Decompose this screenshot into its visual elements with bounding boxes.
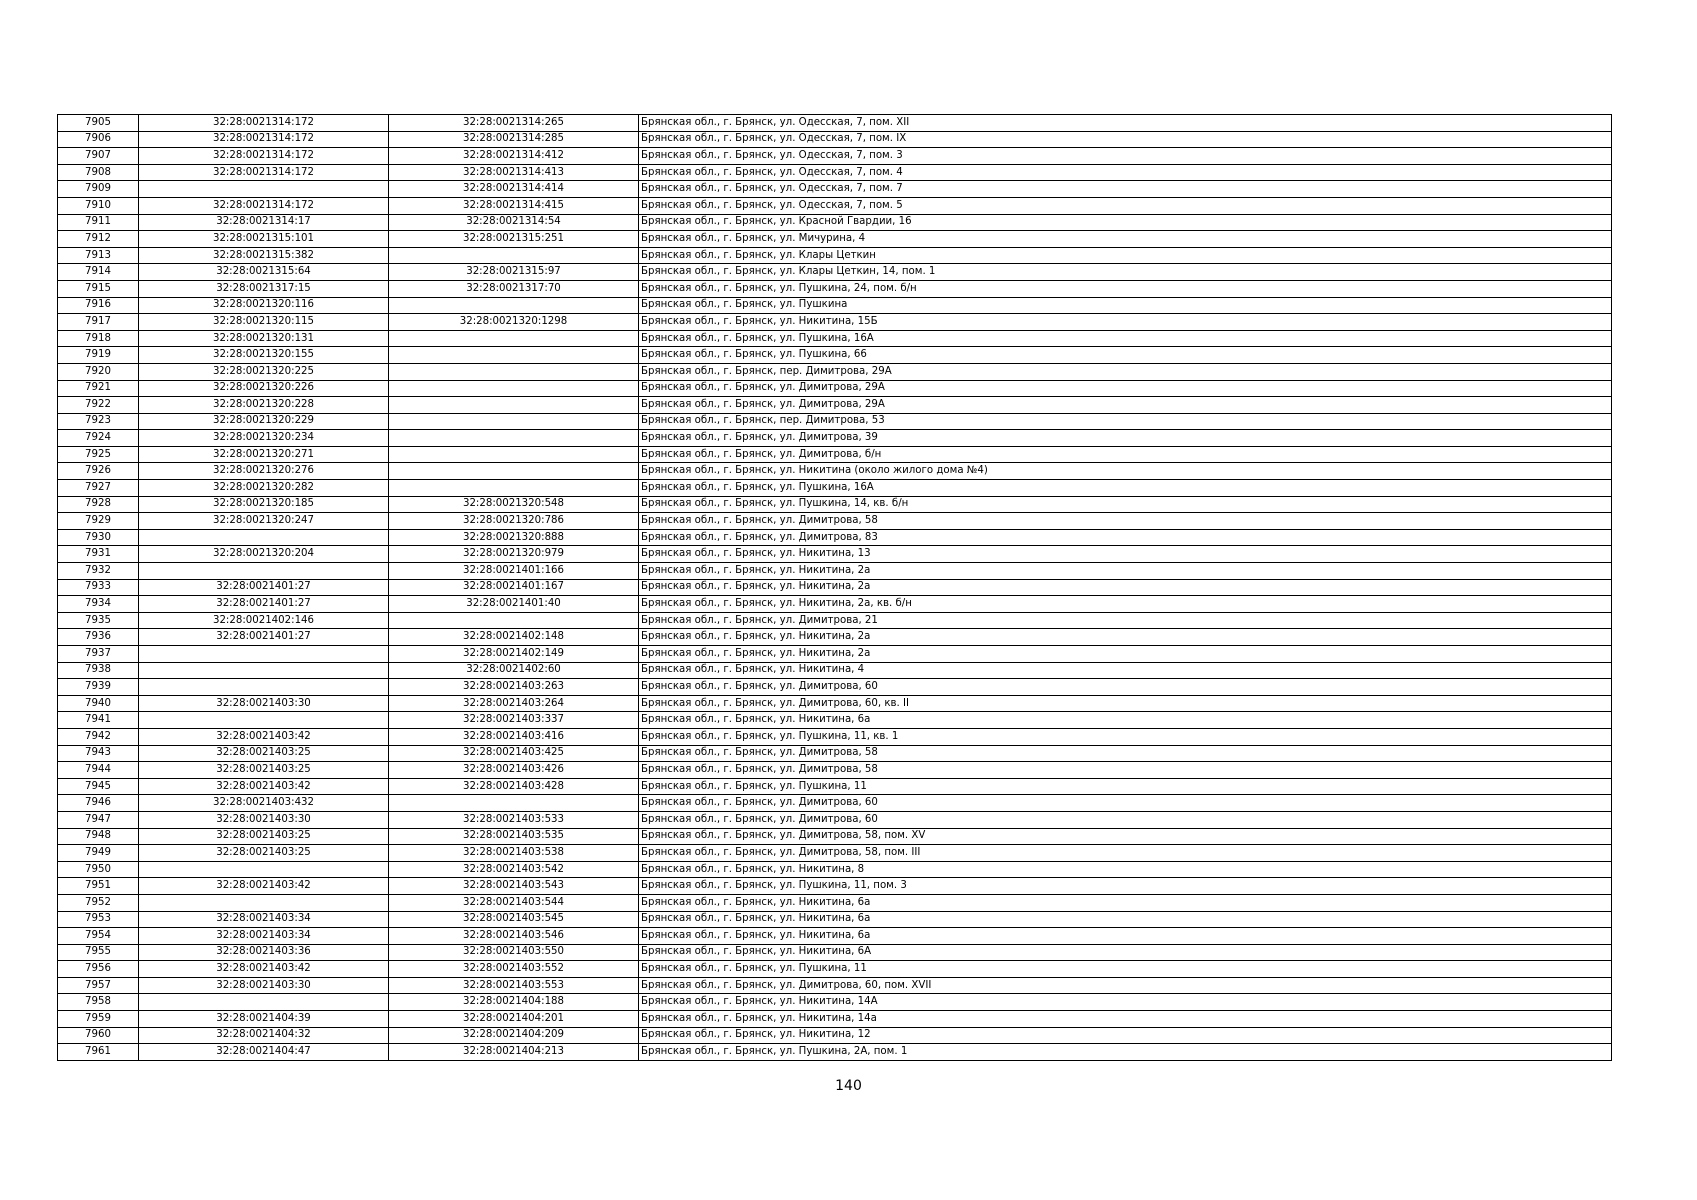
row-number-cell: 7917 [58,314,139,331]
cadastral-number-cell: 32:28:0021402:148 [389,629,639,646]
address-cell: Брянская обл., г. Брянск, ул. Пушкина, 24, пом. б/н [639,280,1612,297]
parent-cadastral-number-cell: 32:28:0021320:228 [139,397,389,414]
table-row [58,546,1612,563]
table-row [58,231,1612,248]
address-cell: Брянская обл., г. Брянск, ул. Никитина, 2а, кв. б/н [639,596,1612,613]
address-cell: Брянская обл., г. Брянск, ул. Красной Гвардии, 16 [639,214,1612,231]
address-cell: Брянская обл., г. Брянск, ул. Пушкина, 66 [639,347,1612,364]
table-row [58,347,1612,364]
row-number-cell: 7932 [58,563,139,580]
table-row [58,115,1612,132]
parent-cadastral-number-cell: 32:28:0021320:115 [139,314,389,331]
row-number-cell: 7926 [58,463,139,480]
row-number-cell: 7905 [58,115,139,132]
cadastral-number-cell: 32:28:0021314:413 [389,164,639,181]
parent-cadastral-number-cell: 32:28:0021314:172 [139,148,389,165]
parent-cadastral-number-cell: 32:28:0021320:204 [139,546,389,563]
cadastral-number-cell: 32:28:0021404:213 [389,1044,639,1061]
cadastral-number-cell: 32:28:0021403:546 [389,928,639,945]
row-number-cell: 7945 [58,778,139,795]
parent-cadastral-number-cell: 32:28:0021320:116 [139,297,389,314]
parent-cadastral-number-cell: 32:28:0021403:42 [139,878,389,895]
row-number-cell: 7952 [58,894,139,911]
table-row [58,1011,1612,1028]
cadastral-number-cell [389,297,639,314]
table-row [58,363,1612,380]
cadastral-number-cell: 32:28:0021403:550 [389,944,639,961]
address-cell: Брянская обл., г. Брянск, ул. Димитрова, 83 [639,529,1612,546]
address-cell: Брянская обл., г. Брянск, ул. Димитрова, 60 [639,795,1612,812]
parent-cadastral-number-cell: 32:28:0021403:42 [139,961,389,978]
table-row [58,148,1612,165]
parent-cadastral-number-cell: 32:28:0021314:172 [139,197,389,214]
cadastral-number-cell: 32:28:0021314:412 [389,148,639,165]
table-row [58,596,1612,613]
address-cell: Брянская обл., г. Брянск, ул. Димитрова, 58 [639,513,1612,530]
table-row [58,795,1612,812]
parent-cadastral-number-cell: 32:28:0021403:25 [139,845,389,862]
table-row [58,247,1612,264]
table-row [58,712,1612,729]
cadastral-number-cell: 32:28:0021402:60 [389,662,639,679]
parent-cadastral-number-cell: 32:28:0021403:25 [139,762,389,779]
address-cell: Брянская обл., г. Брянск, ул. Пушкина [639,297,1612,314]
parent-cadastral-number-cell: 32:28:0021403:42 [139,778,389,795]
table-row [58,811,1612,828]
table-row [58,397,1612,414]
table-row [58,878,1612,895]
table-row [58,297,1612,314]
parent-cadastral-number-cell [139,662,389,679]
address-cell: Брянская обл., г. Брянск, ул. Димитрова, 39 [639,430,1612,447]
cadastral-number-cell [389,330,639,347]
row-number-cell: 7934 [58,596,139,613]
row-number-cell: 7918 [58,330,139,347]
row-number-cell: 7961 [58,1044,139,1061]
address-cell: Брянская обл., г. Брянск, ул. Пушкина, 11, кв. 1 [639,728,1612,745]
cadastral-table [57,114,1612,1061]
cadastral-number-cell: 32:28:0021314:285 [389,131,639,148]
row-number-cell: 7916 [58,297,139,314]
address-cell: Брянская обл., г. Брянск, ул. Димитрова, 29А [639,397,1612,414]
row-number-cell: 7924 [58,430,139,447]
address-cell: Брянская обл., г. Брянск, ул. Клары Цеткин, 14, пом. 1 [639,264,1612,281]
parent-cadastral-number-cell [139,529,389,546]
address-cell: Брянская обл., г. Брянск, ул. Клары Цеткин [639,247,1612,264]
address-cell: Брянская обл., г. Брянск, ул. Никитина, 13 [639,546,1612,563]
address-cell: Брянская обл., г. Брянск, ул. Одесская, 7, пом. XII [639,115,1612,132]
cadastral-number-cell [389,347,639,364]
parent-cadastral-number-cell: 32:28:0021320:276 [139,463,389,480]
address-cell: Брянская обл., г. Брянск, ул. Никитина, 2а [639,629,1612,646]
row-number-cell: 7909 [58,181,139,198]
parent-cadastral-number-cell [139,894,389,911]
address-cell: Брянская обл., г. Брянск, ул. Пушкина, 14, кв. б/н [639,496,1612,513]
table-row [58,745,1612,762]
row-number-cell: 7919 [58,347,139,364]
row-number-cell: 7910 [58,197,139,214]
address-cell: Брянская обл., г. Брянск, ул. Одесская, 7, пом. 3 [639,148,1612,165]
row-number-cell: 7944 [58,762,139,779]
parent-cadastral-number-cell: 32:28:0021315:101 [139,231,389,248]
parent-cadastral-number-cell [139,712,389,729]
parent-cadastral-number-cell: 32:28:0021404:32 [139,1027,389,1044]
parent-cadastral-number-cell: 32:28:0021314:17 [139,214,389,231]
table-row [58,413,1612,430]
row-number-cell: 7928 [58,496,139,513]
address-cell: Брянская обл., г. Брянск, ул. Никитина, 14а [639,1011,1612,1028]
cadastral-number-cell: 32:28:0021320:548 [389,496,639,513]
parent-cadastral-number-cell: 32:28:0021403:30 [139,811,389,828]
table-row [58,264,1612,281]
address-cell: Брянская обл., г. Брянск, пер. Димитрова, 53 [639,413,1612,430]
parent-cadastral-number-cell: 32:28:0021315:64 [139,264,389,281]
row-number-cell: 7921 [58,380,139,397]
table-row [58,463,1612,480]
cadastral-number-cell [389,795,639,812]
address-cell: Брянская обл., г. Брянск, ул. Димитрова, б/н [639,446,1612,463]
row-number-cell: 7943 [58,745,139,762]
address-cell: Брянская обл., г. Брянск, ул. Пушкина, 11 [639,961,1612,978]
table-row [58,778,1612,795]
cadastral-number-cell: 32:28:0021403:544 [389,894,639,911]
table-row [58,513,1612,530]
row-number-cell: 7922 [58,397,139,414]
address-cell: Брянская обл., г. Брянск, ул. Пушкина, 11 [639,778,1612,795]
row-number-cell: 7914 [58,264,139,281]
parent-cadastral-number-cell [139,646,389,663]
cadastral-number-cell [389,363,639,380]
parent-cadastral-number-cell: 32:28:0021320:229 [139,413,389,430]
parent-cadastral-number-cell: 32:28:0021315:382 [139,247,389,264]
address-cell: Брянская обл., г. Брянск, ул. Димитрова, 60, пом. XVII [639,977,1612,994]
address-cell: Брянская обл., г. Брянск, ул. Димитрова, 58, пом. XV [639,828,1612,845]
row-number-cell: 7920 [58,363,139,380]
table-row [58,944,1612,961]
address-cell: Брянская обл., г. Брянск, ул. Димитрова, 60 [639,811,1612,828]
parent-cadastral-number-cell [139,563,389,580]
parent-cadastral-number-cell [139,994,389,1011]
parent-cadastral-number-cell: 32:28:0021401:27 [139,579,389,596]
row-number-cell: 7951 [58,878,139,895]
row-number-cell: 7946 [58,795,139,812]
row-number-cell: 7911 [58,214,139,231]
table-row [58,977,1612,994]
row-number-cell: 7958 [58,994,139,1011]
address-cell: Брянская обл., г. Брянск, ул. Пушкина, 2А, пом. 1 [639,1044,1612,1061]
row-number-cell: 7930 [58,529,139,546]
cadastral-number-cell: 32:28:0021403:552 [389,961,639,978]
cadastral-number-cell: 32:28:0021404:188 [389,994,639,1011]
row-number-cell: 7940 [58,695,139,712]
table-row [58,928,1612,945]
cadastral-number-cell: 32:28:0021314:415 [389,197,639,214]
parent-cadastral-number-cell: 32:28:0021320:155 [139,347,389,364]
cadastral-number-cell: 32:28:0021404:209 [389,1027,639,1044]
address-cell: Брянская обл., г. Брянск, ул. Никитина, 6а [639,911,1612,928]
parent-cadastral-number-cell: 32:28:0021403:34 [139,928,389,945]
address-cell: Брянская обл., г. Брянск, ул. Никитина, 15Б [639,314,1612,331]
row-number-cell: 7929 [58,513,139,530]
parent-cadastral-number-cell: 32:28:0021314:172 [139,131,389,148]
table-row [58,629,1612,646]
cadastral-number-cell: 32:28:0021320:888 [389,529,639,546]
address-cell: Брянская обл., г. Брянск, ул. Димитрова, 58 [639,745,1612,762]
table-row [58,496,1612,513]
row-number-cell: 7957 [58,977,139,994]
parent-cadastral-number-cell: 32:28:0021403:42 [139,728,389,745]
cadastral-number-cell: 32:28:0021403:538 [389,845,639,862]
parent-cadastral-number-cell: 32:28:0021403:30 [139,695,389,712]
address-cell: Брянская обл., г. Брянск, ул. Димитрова, 21 [639,612,1612,629]
table-row [58,1044,1612,1061]
address-cell: Брянская обл., г. Брянск, пер. Димитрова, 29А [639,363,1612,380]
table-row [58,612,1612,629]
row-number-cell: 7931 [58,546,139,563]
cadastral-number-cell: 32:28:0021314:265 [389,115,639,132]
row-number-cell: 7913 [58,247,139,264]
table-row [58,380,1612,397]
cadastral-number-cell: 32:28:0021403:535 [389,828,639,845]
table-row [58,430,1612,447]
row-number-cell: 7947 [58,811,139,828]
address-cell: Брянская обл., г. Брянск, ул. Никитина, 6А [639,944,1612,961]
table-row [58,861,1612,878]
address-cell: Брянская обл., г. Брянск, ул. Димитрова, 60, кв. II [639,695,1612,712]
parent-cadastral-number-cell: 32:28:0021403:25 [139,745,389,762]
cadastral-number-cell: 32:28:0021403:543 [389,878,639,895]
row-number-cell: 7912 [58,231,139,248]
cadastral-number-cell: 32:28:0021403:545 [389,911,639,928]
table-row [58,845,1612,862]
address-cell: Брянская обл., г. Брянск, ул. Никитина, 14А [639,994,1612,1011]
address-cell: Брянская обл., г. Брянск, ул. Никитина, 2а [639,579,1612,596]
cadastral-number-cell [389,430,639,447]
table-row [58,994,1612,1011]
parent-cadastral-number-cell: 32:28:0021320:282 [139,480,389,497]
parent-cadastral-number-cell: 32:28:0021403:34 [139,911,389,928]
row-number-cell: 7907 [58,148,139,165]
row-number-cell: 7959 [58,1011,139,1028]
cadastral-number-cell: 32:28:0021314:414 [389,181,639,198]
cadastral-number-cell [389,413,639,430]
table-row [58,695,1612,712]
table-row [58,579,1612,596]
row-number-cell: 7949 [58,845,139,862]
parent-cadastral-number-cell: 32:28:0021404:39 [139,1011,389,1028]
row-number-cell: 7939 [58,679,139,696]
row-number-cell: 7927 [58,480,139,497]
address-cell: Брянская обл., г. Брянск, ул. Одесская, 7, пом. 7 [639,181,1612,198]
address-cell: Брянская обл., г. Брянск, ул. Димитрова, 58 [639,762,1612,779]
cadastral-number-cell: 32:28:0021317:70 [389,280,639,297]
cadastral-number-cell: 32:28:0021403:533 [389,811,639,828]
address-cell: Брянская обл., г. Брянск, ул. Димитрова, 60 [639,679,1612,696]
parent-cadastral-number-cell: 32:28:0021320:247 [139,513,389,530]
address-cell: Брянская обл., г. Брянск, ул. Никитина, 2а [639,646,1612,663]
row-number-cell: 7923 [58,413,139,430]
cadastral-number-cell: 32:28:0021404:201 [389,1011,639,1028]
parent-cadastral-number-cell: 32:28:0021317:15 [139,280,389,297]
cadastral-number-cell: 32:28:0021315:97 [389,264,639,281]
row-number-cell: 7942 [58,728,139,745]
cadastral-number-cell: 32:28:0021314:54 [389,214,639,231]
address-cell: Брянская обл., г. Брянск, ул. Никитина, 8 [639,861,1612,878]
table-row [58,214,1612,231]
table-row [58,911,1612,928]
address-cell: Брянская обл., г. Брянск, ул. Никитина, 6а [639,894,1612,911]
row-number-cell: 7933 [58,579,139,596]
parent-cadastral-number-cell: 32:28:0021404:47 [139,1044,389,1061]
row-number-cell: 7938 [58,662,139,679]
parent-cadastral-number-cell: 32:28:0021320:185 [139,496,389,513]
table-row [58,131,1612,148]
table-row [58,164,1612,181]
address-cell: Брянская обл., г. Брянск, ул. Пушкина, 16А [639,480,1612,497]
row-number-cell: 7937 [58,646,139,663]
row-number-cell: 7955 [58,944,139,961]
parent-cadastral-number-cell: 32:28:0021320:225 [139,363,389,380]
parent-cadastral-number-cell: 32:28:0021320:131 [139,330,389,347]
table-row [58,314,1612,331]
cadastral-number-cell: 32:28:0021403:542 [389,861,639,878]
table-row [58,330,1612,347]
table-row [58,828,1612,845]
row-number-cell: 7925 [58,446,139,463]
address-cell: Брянская обл., г. Брянск, ул. Никитина, 6а [639,712,1612,729]
parent-cadastral-number-cell: 32:28:0021320:234 [139,430,389,447]
cadastral-number-cell [389,480,639,497]
table-row [58,181,1612,198]
parent-cadastral-number-cell: 32:28:0021314:172 [139,164,389,181]
cadastral-number-cell: 32:28:0021320:786 [389,513,639,530]
table-row [58,762,1612,779]
table-row [58,446,1612,463]
table-row [58,280,1612,297]
row-number-cell: 7954 [58,928,139,945]
row-number-cell: 7936 [58,629,139,646]
cadastral-number-cell [389,612,639,629]
cadastral-number-cell: 32:28:0021403:428 [389,778,639,795]
address-cell: Брянская обл., г. Брянск, ул. Мичурина, 4 [639,231,1612,248]
cadastral-number-cell: 32:28:0021403:264 [389,695,639,712]
parent-cadastral-number-cell: 32:28:0021320:271 [139,446,389,463]
row-number-cell: 7950 [58,861,139,878]
table-row [58,197,1612,214]
table-row [58,679,1612,696]
address-cell: Брянская обл., г. Брянск, ул. Димитрова, 29А [639,380,1612,397]
cadastral-number-cell: 32:28:0021403:426 [389,762,639,779]
table-row [58,563,1612,580]
table-row [58,728,1612,745]
cadastral-number-cell: 32:28:0021401:167 [389,579,639,596]
cadastral-number-cell: 32:28:0021401:40 [389,596,639,613]
parent-cadastral-number-cell: 32:28:0021402:146 [139,612,389,629]
table-row [58,961,1612,978]
parent-cadastral-number-cell [139,181,389,198]
parent-cadastral-number-cell: 32:28:0021314:172 [139,115,389,132]
parent-cadastral-number-cell [139,679,389,696]
cadastral-number-cell [389,247,639,264]
address-cell: Брянская обл., г. Брянск, ул. Никитина, 2а [639,563,1612,580]
parent-cadastral-number-cell: 32:28:0021401:27 [139,629,389,646]
row-number-cell: 7908 [58,164,139,181]
table-row [58,646,1612,663]
cadastral-number-cell: 32:28:0021403:337 [389,712,639,729]
row-number-cell: 7948 [58,828,139,845]
row-number-cell: 7941 [58,712,139,729]
row-number-cell: 7953 [58,911,139,928]
address-cell: Брянская обл., г. Брянск, ул. Димитрова, 58, пом. III [639,845,1612,862]
page-number: 140 [835,1078,862,1094]
parent-cadastral-number-cell: 32:28:0021401:27 [139,596,389,613]
row-number-cell: 7915 [58,280,139,297]
parent-cadastral-number-cell: 32:28:0021403:30 [139,977,389,994]
table-row [58,894,1612,911]
address-cell: Брянская обл., г. Брянск, ул. Никитина (около жилого дома №4) [639,463,1612,480]
table-row [58,529,1612,546]
parent-cadastral-number-cell: 32:28:0021403:432 [139,795,389,812]
cadastral-number-cell: 32:28:0021402:149 [389,646,639,663]
table-body [58,115,1612,1061]
cadastral-number-cell: 32:28:0021315:251 [389,231,639,248]
row-number-cell: 7906 [58,131,139,148]
address-cell: Брянская обл., г. Брянск, ул. Пушкина, 16А [639,330,1612,347]
parent-cadastral-number-cell: 32:28:0021403:36 [139,944,389,961]
cadastral-number-cell: 32:28:0021403:416 [389,728,639,745]
cadastral-number-cell [389,446,639,463]
table-row [58,1027,1612,1044]
address-cell: Брянская обл., г. Брянск, ул. Одесская, 7, пом. 4 [639,164,1612,181]
cadastral-number-cell [389,463,639,480]
row-number-cell: 7956 [58,961,139,978]
parent-cadastral-number-cell [139,861,389,878]
table-row [58,480,1612,497]
cadastral-number-cell: 32:28:0021320:979 [389,546,639,563]
address-cell: Брянская обл., г. Брянск, ул. Одесская, 7, пом. IX [639,131,1612,148]
row-number-cell: 7960 [58,1027,139,1044]
parent-cadastral-number-cell: 32:28:0021320:226 [139,380,389,397]
address-cell: Брянская обл., г. Брянск, ул. Одесская, 7, пом. 5 [639,197,1612,214]
table-row [58,662,1612,679]
cadastral-number-cell [389,380,639,397]
cadastral-number-cell: 32:28:0021401:166 [389,563,639,580]
cadastral-number-cell: 32:28:0021403:263 [389,679,639,696]
address-cell: Брянская обл., г. Брянск, ул. Пушкина, 11, пом. 3 [639,878,1612,895]
cadastral-number-cell [389,397,639,414]
cadastral-number-cell: 32:28:0021403:553 [389,977,639,994]
address-cell: Брянская обл., г. Брянск, ул. Никитина, 6а [639,928,1612,945]
address-cell: Брянская обл., г. Брянск, ул. Никитина, 12 [639,1027,1612,1044]
address-cell: Брянская обл., г. Брянск, ул. Никитина, 4 [639,662,1612,679]
parent-cadastral-number-cell: 32:28:0021403:25 [139,828,389,845]
row-number-cell: 7935 [58,612,139,629]
cadastral-number-cell: 32:28:0021403:425 [389,745,639,762]
cadastral-number-cell: 32:28:0021320:1298 [389,314,639,331]
